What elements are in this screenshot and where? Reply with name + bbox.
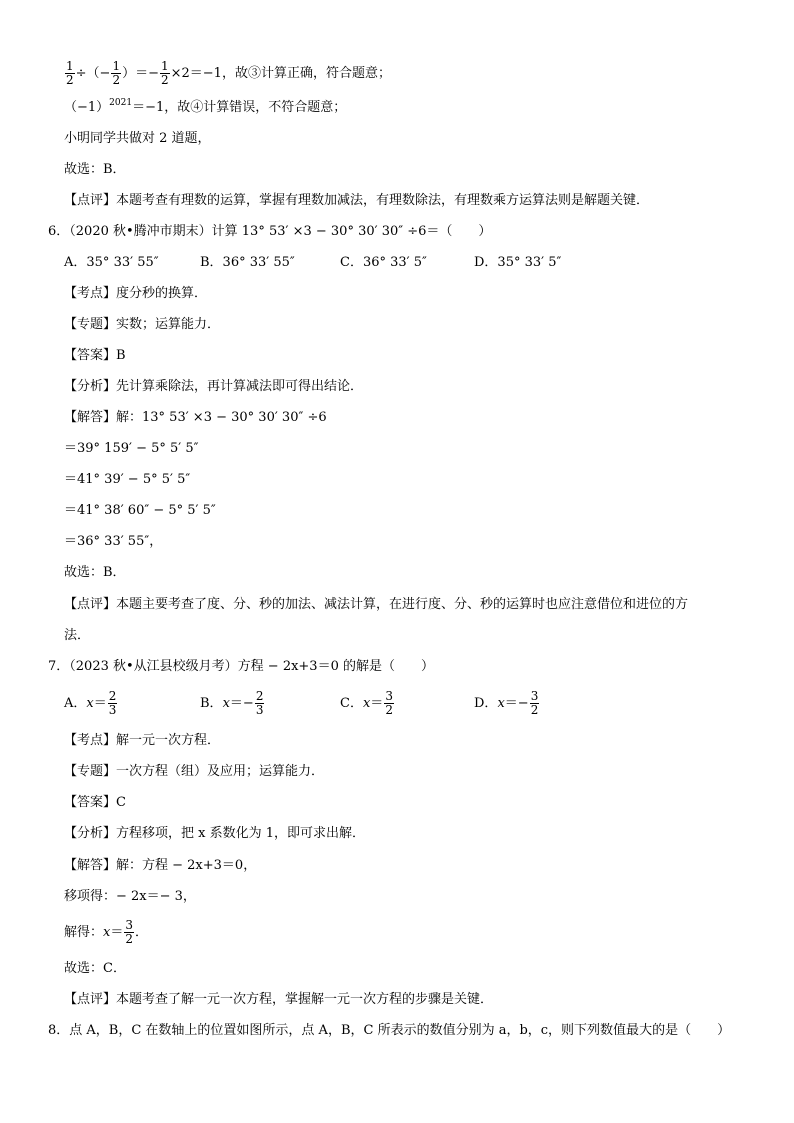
q7-options: [64, 690, 784, 718]
q6-comment-line-2: 法．: [64, 628, 91, 643]
q6-options: [64, 254, 784, 272]
q7-answer: 【答案】C: [64, 795, 126, 810]
q7-solution: 【解答】解：方程 − 2x+3＝0，: [64, 858, 257, 873]
q6-option-d: D．35° 33′ 5″: [474, 255, 562, 270]
q7-option-b: B．x＝− $\frac{2}{3}$: [200, 689, 264, 717]
prev-comment: 【点评】本题考查有理数的运算，掌握有理数加减法，有理数除法，有理数乘方运算法则是解题关键．: [64, 193, 650, 208]
prev-answer-choice: 故选：B．: [64, 162, 126, 177]
q6-step-4: ＝36° 33′ 55″，: [64, 534, 163, 549]
prev-line-2: $(-1)^{2021}=-1$，故④计算错误，不符合题意；: [64, 98, 347, 115]
fraction: $\frac{1}{2}$: [112, 59, 121, 87]
q6-solution: 【解答】解：13° 53′ ×3 − 30° 30′ 30″ ÷6: [64, 410, 327, 425]
q6-answer-choice: 故选：B．: [64, 565, 126, 580]
q6-kaodian: 【考点】度分秒的换算．: [64, 286, 208, 301]
q7-option-a: A．x＝ $\frac{2}{3}$: [64, 689, 117, 717]
fraction: $\frac{3}{2}$: [125, 918, 134, 946]
q6-step-1: ＝39° 159′ − 5° 5′ 5″: [64, 441, 199, 456]
q7-stem: 7．（2023 秋•从江县校级月考）方程 − 2x+3＝0 的解是（ ）: [48, 659, 434, 674]
q6-option-c: C．36° 33′ 5″: [340, 255, 427, 270]
q7-comment: 【点评】本题考查了解一元一次方程，掌握解一元一次方程的步骤是关键．: [64, 992, 494, 1007]
q7-zhuanti: 【专题】一次方程（组）及应用；运算能力．: [64, 764, 325, 779]
q6-stem: 6．（2020 秋•腾冲市期末）计算 13° 53′ ×3 − 30° 30′ 30″ ÷6＝（ ）: [48, 224, 492, 239]
q6-option-a: A．35° 33′ 55″: [64, 255, 159, 270]
q6-comment-line-1: 【点评】本题主要考查了度、分、秒的加法、减法计算，在进行度、分、秒的运算时也应注意借位和进位的方: [64, 597, 689, 612]
q7-answer-choice: 故选：C．: [64, 961, 126, 976]
prev-line-1: $\frac{1}{2}$ ÷（− $\frac{1}{2}$ ）＝− $\frac{1}{2}$ ×2＝−1，故③计算正确，符合题意；: [66, 59, 391, 87]
q6-answer: 【答案】B: [64, 348, 126, 363]
q6-option-b: B．36° 33′ 55″: [200, 255, 295, 270]
q7-option-d: D．x＝− $\frac{3}{2}$: [474, 689, 539, 717]
q6-step-2: ＝41° 39′ − 5° 5′ 5″: [64, 472, 191, 487]
q6-step-3: ＝41° 38′ 60″ − 5° 5′ 5″: [64, 503, 216, 518]
q7-analysis: 【分析】方程移项，把 x 系数化为 1，即可求出解．: [64, 826, 365, 841]
fraction: $\frac{1}{2}$: [66, 59, 74, 87]
q6-analysis: 【分析】先计算乘除法，再计算减法即可得出结论．: [64, 379, 364, 394]
q7-step-transpose: 移项得：− 2x＝− 3，: [64, 889, 196, 904]
prev-line-3: 小明同学共做对 2 道题，: [64, 131, 211, 146]
q7-option-c: C．x＝ $\frac{3}{2}$: [340, 689, 393, 717]
q8-stem: 8．点 A，B，C 在数轴上的位置如图所示，点 A，B，C 所表示的数值分别为 a，b，c，则下列数值最大的是（ ）: [48, 1023, 731, 1038]
fraction: $\frac{1}{2}$: [160, 59, 169, 87]
q7-kaodian: 【考点】解一元一次方程．: [64, 733, 221, 748]
q6-zhuanti: 【专题】实数；运算能力．: [64, 317, 221, 332]
q7-step-result: 解得：x＝ $\frac{3}{2}$ ．: [64, 918, 149, 946]
